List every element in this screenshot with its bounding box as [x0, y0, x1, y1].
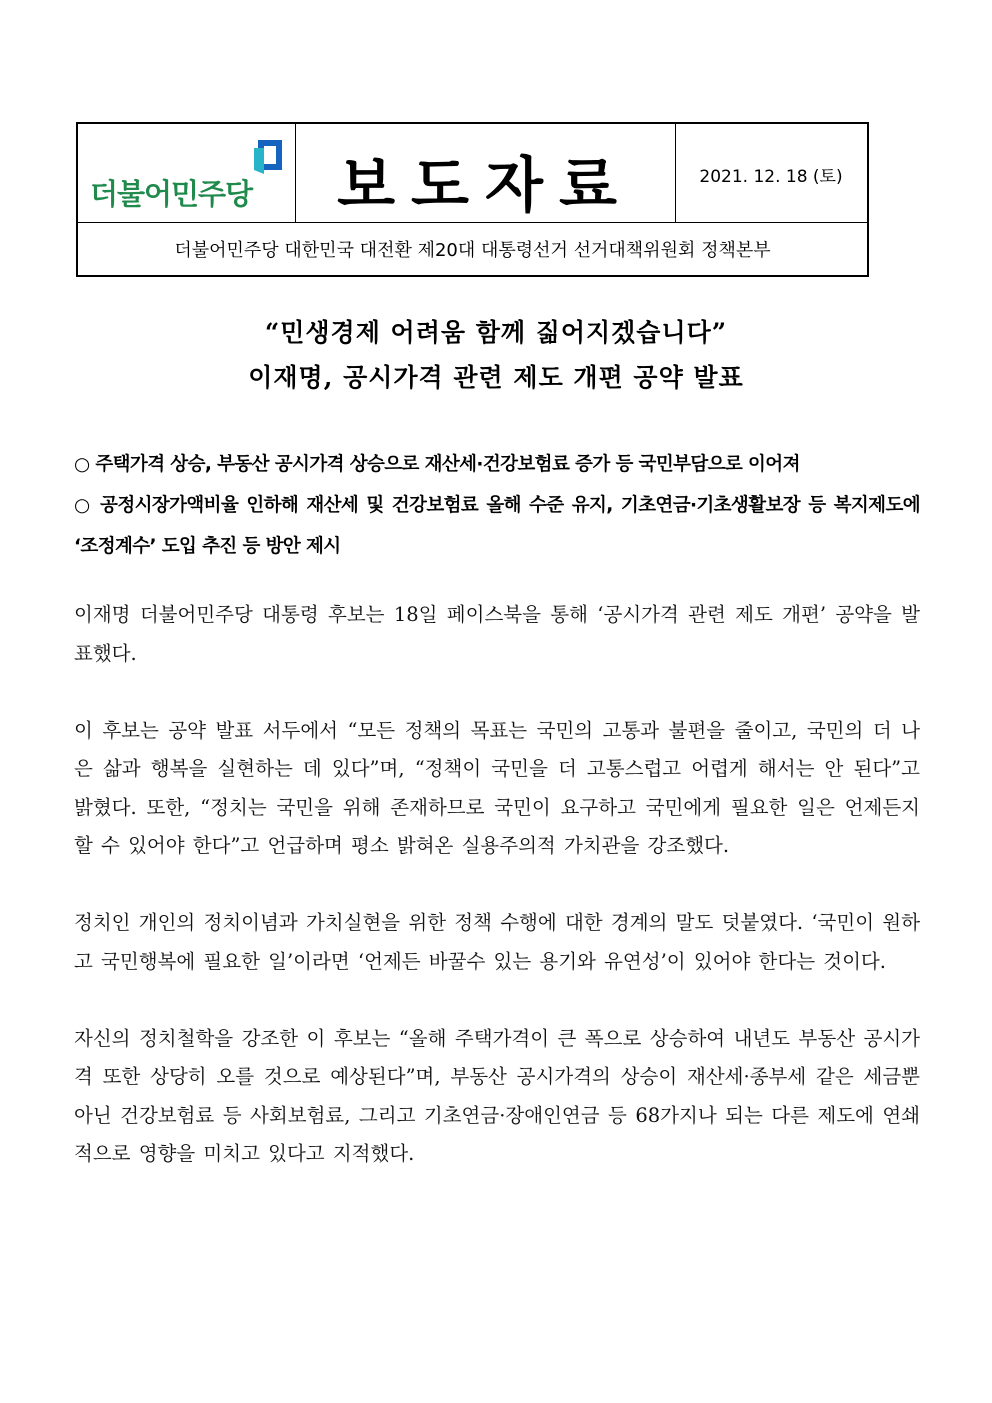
department-line: 더불어민주당 대한민국 대전환 제20대 대통령선거 선거대책위원회 정책본부	[174, 240, 771, 261]
date-cell	[675, 124, 867, 222]
article-body	[74, 596, 920, 1212]
press-release-header	[76, 122, 869, 277]
body-paragraph: 이 후보는 공약 발표 서두에서 “모든 정책의 목표는 국민의 고통과 불편을 줄이고, 국민의 더 나은 삶과 행복을 실현하는 데 있다”며, “정책이 국민을 더 고통스럽고 어렵게 해서는 안 된다”고 밝혔다. 또한, “정치는 국민을 위해 존재하므로 국민이 요구하고 국민에게 필요한 일은 언제든지 할 수 있어야 한다”고 언급하며 평소 밝혀온 실용주의적 가치관을 강조했다.	[74, 718, 920, 857]
header-top-row	[78, 124, 867, 223]
summary-bullets	[74, 444, 920, 567]
summary-bullet: ○ 공정시장가액비율 인하해 재산세 및 건강보험료 올해 수준 유지, 기초연금·기초생활보장 등 복지제도에 ‘조정계수’ 도입 추진 등 방안 제시	[74, 495, 920, 557]
headline-line-2: 이재명, 공시가격 관련 제도 개편 공약 발표	[248, 363, 744, 392]
party-logo-cell	[78, 124, 296, 222]
body-paragraph: 정치인 개인의 정치이념과 가치실현을 위한 정책 수행에 대한 경계의 말도 덧붙였다. ‘국민이 원하고 국민행복에 필요한 일’이라면 ‘언제든 바꿀수 있는 용기와 유연성’이 있어야 한다는 것이다.	[74, 911, 920, 973]
party-logo-text: 더불어민주당	[90, 177, 253, 211]
doc-type-title: 보도자료	[337, 151, 633, 221]
headline-line-1: “민생경제 어려움 함께 짊어지겠습니다”	[264, 318, 728, 347]
doc-type-cell	[295, 124, 676, 222]
body-paragraph: 이재명 더불어민주당 대통령 후보는 18일 페이스북을 통해 ‘공시가격 관련 제도 개편’ 공약을 발표했다.	[74, 603, 920, 665]
release-date: 2021. 12. 18 (토)	[699, 167, 843, 187]
summary-bullet: ○ 주택가격 상승, 부동산 공시가격 상승으로 재산세·건강보험료 증가 등 국민부담으로 이어져	[74, 454, 800, 475]
party-flag-icon	[254, 140, 284, 174]
body-paragraph: 자신의 정치철학을 강조한 이 후보는 “올해 주택가격이 큰 폭으로 상승하여 내년도 부동산 공시가격 또한 상당히 오를 것으로 예상된다”며, 부동산 공시가격의 상승이 재산세·종부세 같은 세금뿐 아닌 건강보험료 등 사회보험료, 그리고 기초연금·장애인연금 등 68가지나 되는 다른 제도에 연쇄적으로 영향을 미치고 있다고 지적했다.	[74, 1026, 920, 1165]
